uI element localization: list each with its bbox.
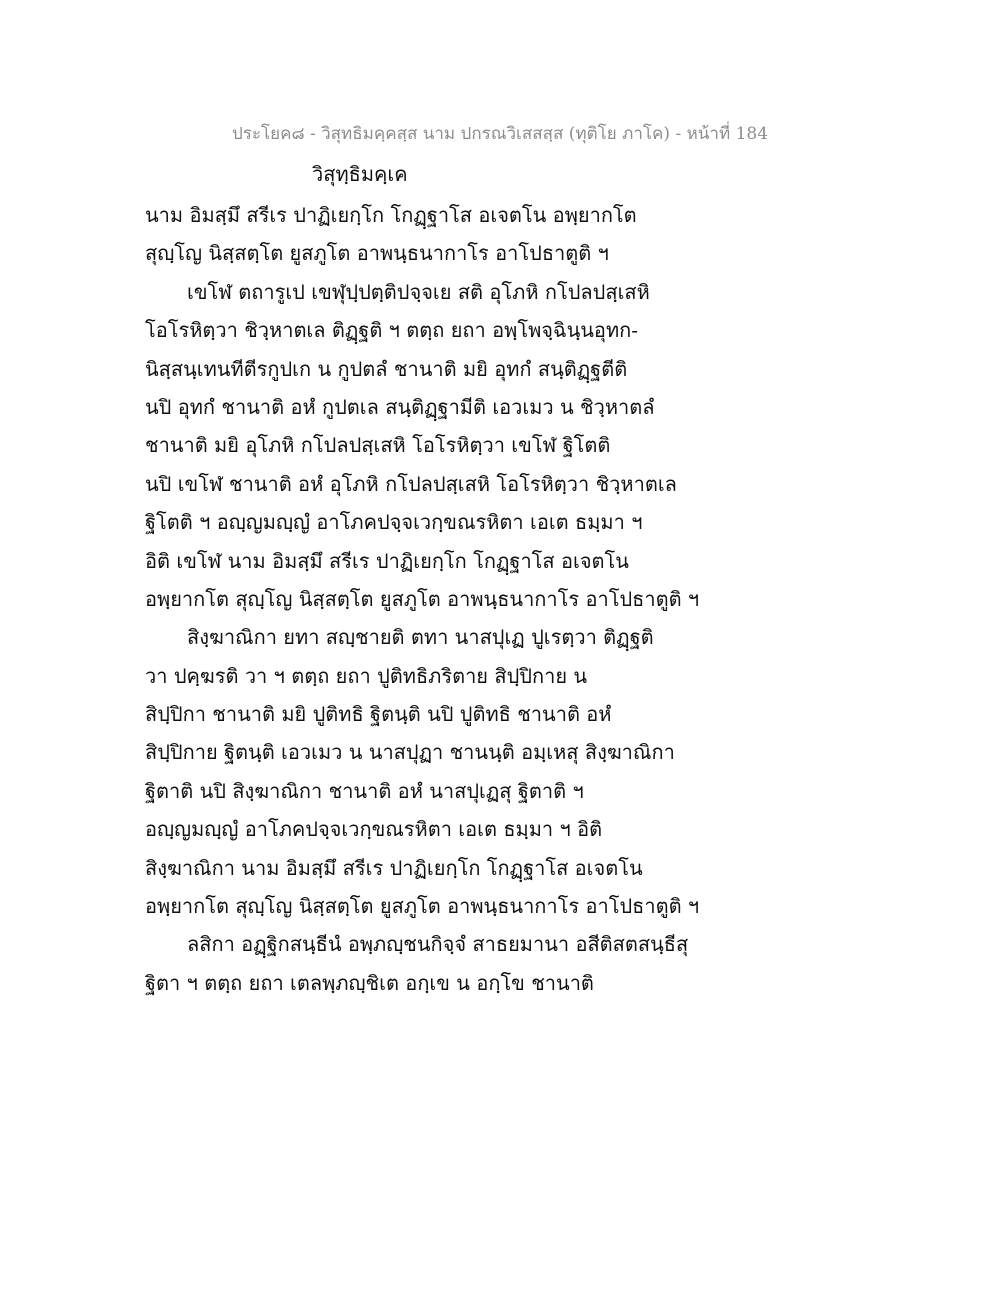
text-line: นิสฺสนฺเทนทีตีรกูปเก น กูปตลํ ชานาติ มยิ อุทกํ สนฺติฏฺฐตีติ: [145, 356, 628, 381]
text-line: สุญฺโญ นิสฺสตฺโต ยูสภูโต อาพนฺธนากาโร อาโปธาตูติ ฯ: [145, 241, 609, 266]
text-line: ลสิกา อฏฺฐิกสนฺธีนํ อพฺภญฺชนกิจฺจํ สาธยมานา อสีติสตสนฺธีสุ: [187, 932, 689, 957]
text-line: โอโรหิตฺวา ชิวฺหาตเล ติฏฺฐติ ฯ ตตฺถ ยถา อพฺโพจฺฉินฺนอุทก-: [145, 318, 638, 343]
page-header: ประโยค๘ - วิสุทธิมคฺคสฺส นาม ปกรณวิเสสสฺส (ทุติโย ภาโค) - หน้าที่ 184: [231, 124, 769, 144]
text-line: อญฺญมญฺญํ อาโภคปจฺจเวกฺขณรหิตา เอเต ธมฺมา ฯ อิติ: [145, 817, 603, 842]
text-line: ฐิตาติ นปิ สิงฺฆาณิกา ชานาติ อหํ นาสปุเฏสุ ฐิตาติ ฯ: [145, 778, 584, 803]
text-line: สิปฺปิกาย ฐิตนฺติ เอวเมว น นาสปุฏา ชานนฺติ อมฺเหสุ สิงฺฆาณิกา: [145, 740, 675, 765]
text-line: ฐิตา ฯ ตตฺถ ยถา เตลพฺภญฺชิเต อกฺเข น อกฺโข ชานาติ: [145, 970, 594, 995]
text-line: อพฺยากโต สุญฺโญ นิสฺสตฺโต ยูสภูโต อาพนฺธนากาโร อาโปธาตูติ ฯ: [145, 586, 700, 611]
text-line: ชานาติ มยิ อุโภหิ กโปลปสฺเสหิ โอโรหิตฺวา เขโฬ ฐิโตติ: [145, 433, 611, 458]
body-text: [145, 196, 865, 1002]
text-line: วา ปคฺฆรติ วา ฯ ตตฺถ ยถา ปูติทธิภริตาย สิปฺปิกาย น: [145, 663, 588, 688]
text-line: เขโฬ ตถารูเป เขฬุปฺปตฺติปจฺจเย สติ อุโภหิ กโปลปสฺเสหิ: [187, 279, 650, 304]
text-line: ฐิโตติ ฯ อญฺญมญฺญํ อาโภคปจฺจเวกฺขณรหิตา เอเต ธมฺมา ฯ: [145, 510, 643, 535]
text-line: สิปฺปิกา ชานาติ มยิ ปูติทธิ ฐิตนฺติ นปิ ปูติทธิ ชานาติ อหํ: [145, 702, 612, 727]
text-line: นปิ เขโฬ ชานาติ อหํ อุโภหิ กโปลปสฺเสหิ โอโรหิตฺวา ชิวฺหาตเล: [145, 471, 677, 496]
text-line: สิงฺฆาณิกา ยทา สญฺชายติ ตทา นาสปุเฏ ปูเรตฺวา ติฏฺฐติ: [187, 625, 654, 650]
text-line: อพฺยากโต สุญฺโญ นิสฺสตฺโต ยูสภูโต อาพนฺธนากาโร อาโปธาตูติ ฯ: [145, 894, 700, 919]
text-line: นปิ อุทกํ ชานาติ อหํ กูปตเล สนฺติฏฺฐามีติ เอวเมว น ชิวฺหาตลํ: [145, 394, 655, 419]
text-line: นาม อิมสฺมึ สรีเร ปาฏิเยกฺโก โกฏฺฐาโส อเจตโน อพฺยากโต: [145, 203, 637, 227]
section-title: วิสุทฺธิมคฺเค: [312, 162, 408, 186]
text-line: สิงฺฆาณิกา นาม อิมสฺมึ สรีเร ปาฏิเยกฺโก โกฏฺฐาโส อเจตโน: [145, 855, 643, 880]
text-line: อิติ เขโฬ นาม อิมสฺมึ สรีเร ปาฏิเยกฺโก โกฏฺฐาโส อเจตโน: [145, 548, 629, 573]
